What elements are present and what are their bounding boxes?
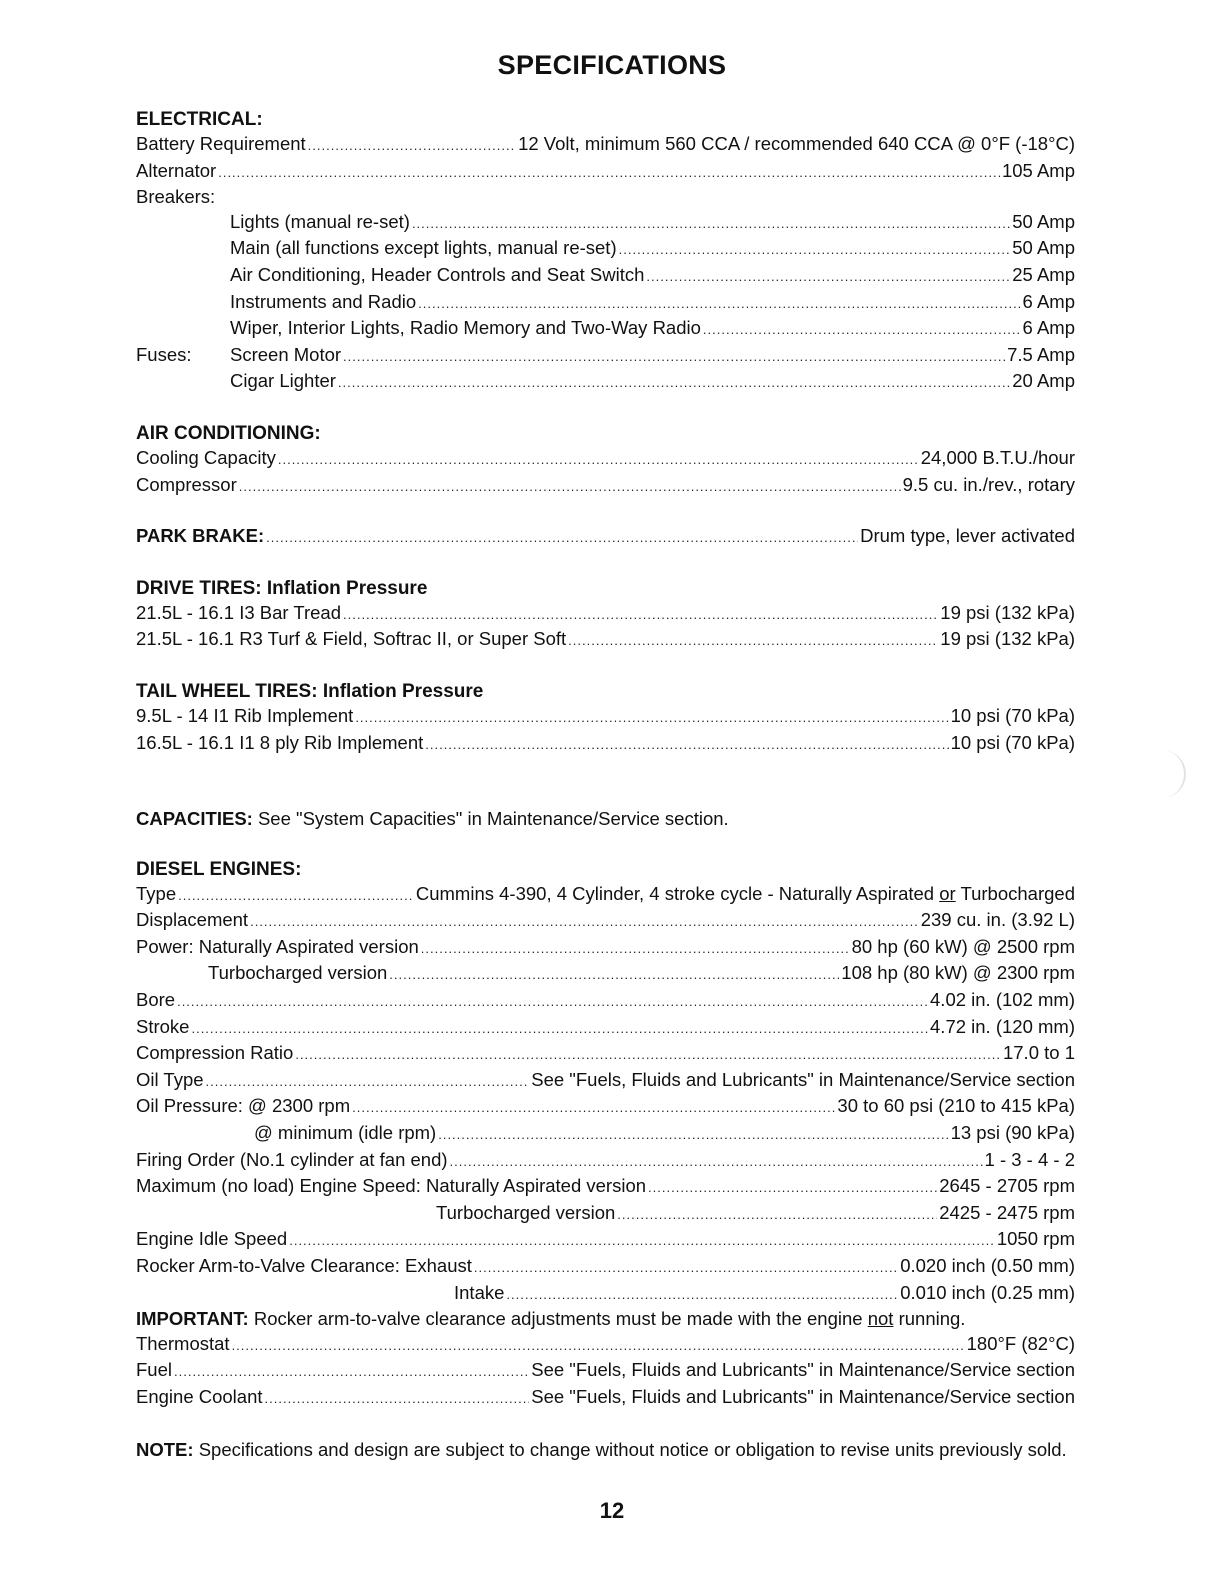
spec-value: 4.72 in. (120 mm) xyxy=(930,1015,1075,1037)
dot-leader xyxy=(474,1254,898,1281)
spec-row-breaker xyxy=(136,316,1075,343)
spec-label: Compressor xyxy=(136,473,237,495)
spec-label: Cooling Capacity xyxy=(136,446,276,468)
drive-tires-title: DRIVE TIRES: xyxy=(136,577,262,599)
spec-row-thermostat xyxy=(136,1332,1075,1359)
spec-label: Type xyxy=(136,882,177,904)
spec-label: Main (all functions except lights, manual re-set) xyxy=(230,237,617,259)
capacities-heading: CAPACITIES: xyxy=(136,808,253,830)
spec-value: 1050 rpm xyxy=(996,1228,1075,1250)
spec-label: Rocker Arm-to-Valve Clearance: Exhaust xyxy=(136,1255,472,1276)
spec-label: Intake xyxy=(454,1281,505,1303)
dot-leader xyxy=(250,908,919,935)
spec-row-tail-tire xyxy=(136,731,1075,758)
important-notice: IMPORTANT: Rocker arm-to-valve clearance adjustments must be made with the engine not running. xyxy=(136,1308,966,1330)
spec-label: Instruments and Radio xyxy=(230,290,417,312)
spec-value: 80 hp (60 kW) @ 2500 rpm xyxy=(851,935,1075,957)
spec-value: 108 hp (80 kW) @ 2300 rpm xyxy=(841,962,1075,984)
note-paragraph xyxy=(136,1438,1081,1463)
spec-row-engine-type xyxy=(136,882,1075,909)
dot-leader xyxy=(646,263,1010,290)
spec-row-firing-order xyxy=(136,1148,1075,1175)
spec-row-alternator xyxy=(136,159,1075,186)
spec-row-oil-pressure xyxy=(136,1094,1075,1121)
spec-label: Oil Type xyxy=(136,1068,204,1090)
tail-wheel-tires-heading xyxy=(136,679,1075,704)
spec-label: 21.5L - 16.1 I3 Bar Tread xyxy=(136,601,341,623)
spec-label: Lights (manual re-set) xyxy=(230,210,410,232)
dot-leader xyxy=(355,704,948,731)
spec-value: 50 Amp xyxy=(1012,237,1075,259)
spec-row-drive-tire xyxy=(136,601,1075,628)
dot-leader xyxy=(178,882,414,909)
spec-label: Compression Ratio xyxy=(136,1042,294,1064)
spec-row-breaker xyxy=(136,210,1075,237)
fuses-label: Fuses: xyxy=(136,343,192,365)
tail-wheel-tires-title: TAIL WHEEL TIRES: xyxy=(136,680,318,702)
note-text: Specifications and design are subject to change without notice or obligation to revise units previously sold. xyxy=(193,1438,1067,1460)
air-conditioning-heading: AIR CONDITIONING: xyxy=(136,422,321,444)
dot-leader xyxy=(506,1281,898,1308)
spec-row-idle-speed xyxy=(136,1227,1075,1254)
dot-leader xyxy=(191,1015,928,1042)
spec-label: 9.5L - 14 I1 Rib Implement xyxy=(136,704,354,726)
spec-label: 21.5L - 16.1 R3 Turf & Field, Softrac II, or Super Soft xyxy=(136,628,567,650)
spec-value: 0.010 inch (0.25 mm) xyxy=(900,1281,1075,1303)
drive-tires-subtitle: Inflation Pressure xyxy=(266,577,428,599)
spec-value: 7.5 Amp xyxy=(1007,343,1075,365)
spec-row-drive-tire xyxy=(136,627,1075,654)
spec-value: 10 psi (70 kPa) xyxy=(950,704,1075,726)
dot-leader xyxy=(568,627,938,654)
scan-edge-mark xyxy=(1160,750,1186,798)
spec-row-max-speed-na xyxy=(136,1174,1075,1201)
spec-value: 19 psi (132 kPa) xyxy=(940,601,1075,623)
spec-label: @ minimum (idle rpm) xyxy=(254,1122,437,1144)
capacities-line xyxy=(136,807,1075,832)
spec-row-tail-tire xyxy=(136,704,1075,731)
spec-value: 10 psi (70 kPa) xyxy=(950,731,1075,753)
spec-label: Displacement xyxy=(136,909,249,931)
spec-value: 19 psi (132 kPa) xyxy=(940,628,1075,650)
spec-value: See "Fuels, Fluids and Lubricants" in Maintenance/Service section xyxy=(531,1068,1075,1090)
tail-wheel-tires-subtitle: Inflation Pressure xyxy=(322,680,484,702)
spec-row-breaker xyxy=(136,263,1075,290)
important-label: IMPORTANT: xyxy=(136,1308,249,1330)
dot-leader xyxy=(389,961,839,988)
spec-label: Maximum (no load) Engine Speed: Naturally Aspirated version xyxy=(136,1175,647,1197)
spec-value: 13 psi (90 kPa) xyxy=(950,1122,1075,1144)
dot-leader xyxy=(425,731,948,758)
dot-leader xyxy=(338,369,1010,396)
spec-row-breaker xyxy=(136,290,1075,317)
spec-value: Cummins 4-390, 4 Cylinder, 4 stroke cycle - Naturally Aspirated or Turbocharged xyxy=(415,882,1075,904)
dot-leader xyxy=(619,236,1011,263)
spec-value: 2645 - 2705 rpm xyxy=(939,1175,1075,1197)
spec-value: Drum type, lever activated xyxy=(860,525,1075,547)
spec-row-rocker-exhaust xyxy=(136,1254,1075,1281)
spec-label: Turbocharged version xyxy=(208,962,388,984)
dot-leader xyxy=(352,1094,835,1121)
dot-leader xyxy=(418,290,1020,317)
spec-value: 2425 - 2475 rpm xyxy=(939,1201,1075,1223)
spec-row-compression xyxy=(136,1041,1075,1068)
dot-leader xyxy=(206,1068,530,1095)
spec-label: Engine Coolant xyxy=(136,1385,263,1407)
spec-row-coolant xyxy=(136,1385,1075,1412)
dot-leader xyxy=(278,446,919,473)
dot-leader xyxy=(266,524,858,551)
spec-row-battery xyxy=(136,132,1075,159)
park-brake-heading: PARK BRAKE: xyxy=(136,525,265,547)
dot-leader xyxy=(343,343,1005,370)
dot-leader xyxy=(289,1227,995,1254)
dot-leader xyxy=(450,1148,983,1175)
spec-label: Screen Motor xyxy=(230,343,342,365)
spec-row-cooling-capacity xyxy=(136,446,1075,473)
spec-value: 1 - 3 - 4 - 2 xyxy=(984,1148,1075,1170)
spec-value: See "Fuels, Fluids and Lubricants" in Maintenance/Service section xyxy=(531,1359,1075,1381)
spec-row-fuse xyxy=(136,343,1075,370)
spec-value: 30 to 60 psi (210 to 415 kPa) xyxy=(837,1095,1075,1117)
dot-leader xyxy=(265,1385,530,1412)
dot-leader xyxy=(218,159,1000,186)
spec-row-oil-pressure-idle xyxy=(136,1121,1075,1148)
spec-label: 16.5L - 16.1 I1 8 ply Rib Implement xyxy=(136,731,424,753)
spec-label: Fuel xyxy=(136,1359,172,1381)
spec-value: 25 Amp xyxy=(1012,263,1075,285)
spec-label: Power: Naturally Aspirated version xyxy=(136,935,419,957)
spec-value: 6 Amp xyxy=(1022,317,1075,339)
spec-label: Thermostat xyxy=(136,1332,230,1354)
breakers-label: Breakers: xyxy=(136,186,216,208)
spec-row-power-turbo xyxy=(136,961,1075,988)
spec-row-oil-type xyxy=(136,1068,1075,1095)
specifications-content xyxy=(136,107,1075,1462)
spec-label: Firing Order (No.1 cylinder at fan end) xyxy=(136,1148,448,1170)
dot-leader xyxy=(421,935,850,962)
spec-row-displacement xyxy=(136,908,1075,935)
spec-row-compressor xyxy=(136,473,1075,500)
spec-label: Turbocharged version xyxy=(436,1201,616,1223)
spec-label: Battery Requirement xyxy=(136,133,306,154)
spec-label: Air Conditioning, Header Controls and Seat Switch xyxy=(230,263,645,285)
spec-label: Oil Pressure: @ 2300 rpm xyxy=(136,1095,351,1117)
dot-leader xyxy=(412,210,1010,237)
dot-leader xyxy=(308,132,516,159)
spec-row-stroke xyxy=(136,1015,1075,1042)
dot-leader xyxy=(343,601,938,628)
spec-label: Alternator xyxy=(136,159,217,181)
dot-leader xyxy=(177,988,928,1015)
spec-row-fuse xyxy=(136,369,1075,396)
spec-value: 180°F (82°C) xyxy=(966,1332,1075,1354)
spec-value: 50 Amp xyxy=(1012,210,1075,232)
spec-value: 6 Amp xyxy=(1022,290,1075,312)
spec-label: Bore xyxy=(136,989,176,1011)
spec-row-bore xyxy=(136,988,1075,1015)
dot-leader xyxy=(703,316,1021,343)
page-number: 12 xyxy=(599,1498,625,1523)
dot-leader xyxy=(648,1174,937,1201)
dot-leader xyxy=(617,1201,937,1228)
spec-row-fuel xyxy=(136,1358,1075,1385)
dot-leader xyxy=(239,473,901,500)
spec-value: 105 Amp xyxy=(1001,159,1075,181)
spec-value: 24,000 B.T.U./hour xyxy=(920,446,1075,468)
spec-value: 0.020 inch (0.50 mm) xyxy=(900,1255,1075,1276)
electrical-heading: ELECTRICAL: xyxy=(136,109,263,130)
spec-value: 12 Volt, minimum 560 CCA / recommended 640 CCA @ 0°F (-18°C) xyxy=(518,133,1075,154)
spec-value: 20 Amp xyxy=(1012,370,1075,392)
spec-row-park-brake xyxy=(136,524,1075,551)
dot-leader xyxy=(174,1358,529,1385)
capacities-text: See "System Capacities" in Maintenance/Service section. xyxy=(257,808,729,830)
note-label: NOTE: xyxy=(136,1438,194,1460)
diesel-engines-heading: DIESEL ENGINES: xyxy=(136,858,302,880)
spec-label: Stroke xyxy=(136,1015,190,1037)
drive-tires-heading xyxy=(136,576,1075,601)
spec-value: 4.02 in. (102 mm) xyxy=(930,989,1075,1011)
spec-row-rocker-intake xyxy=(136,1281,1075,1308)
dot-leader xyxy=(295,1041,1001,1068)
spec-row-max-speed-turbo xyxy=(136,1201,1075,1228)
spec-label: Engine Idle Speed xyxy=(136,1228,288,1250)
spec-label: Wiper, Interior Lights, Radio Memory and Two-Way Radio xyxy=(230,317,701,339)
dot-leader xyxy=(438,1121,948,1148)
spec-value: 239 cu. in. (3.92 L) xyxy=(920,909,1075,931)
spec-value: 17.0 to 1 xyxy=(1002,1042,1075,1064)
dot-leader xyxy=(232,1332,965,1359)
spec-value: See "Fuels, Fluids and Lubricants" in Maintenance/Service section xyxy=(531,1385,1075,1407)
spec-value: 9.5 cu. in./rev., rotary xyxy=(902,473,1075,495)
spec-label: Cigar Lighter xyxy=(230,370,336,392)
spec-row-breaker xyxy=(136,236,1075,263)
page-title: SPECIFICATIONS xyxy=(497,50,727,80)
spec-row-power-na xyxy=(136,935,1075,962)
